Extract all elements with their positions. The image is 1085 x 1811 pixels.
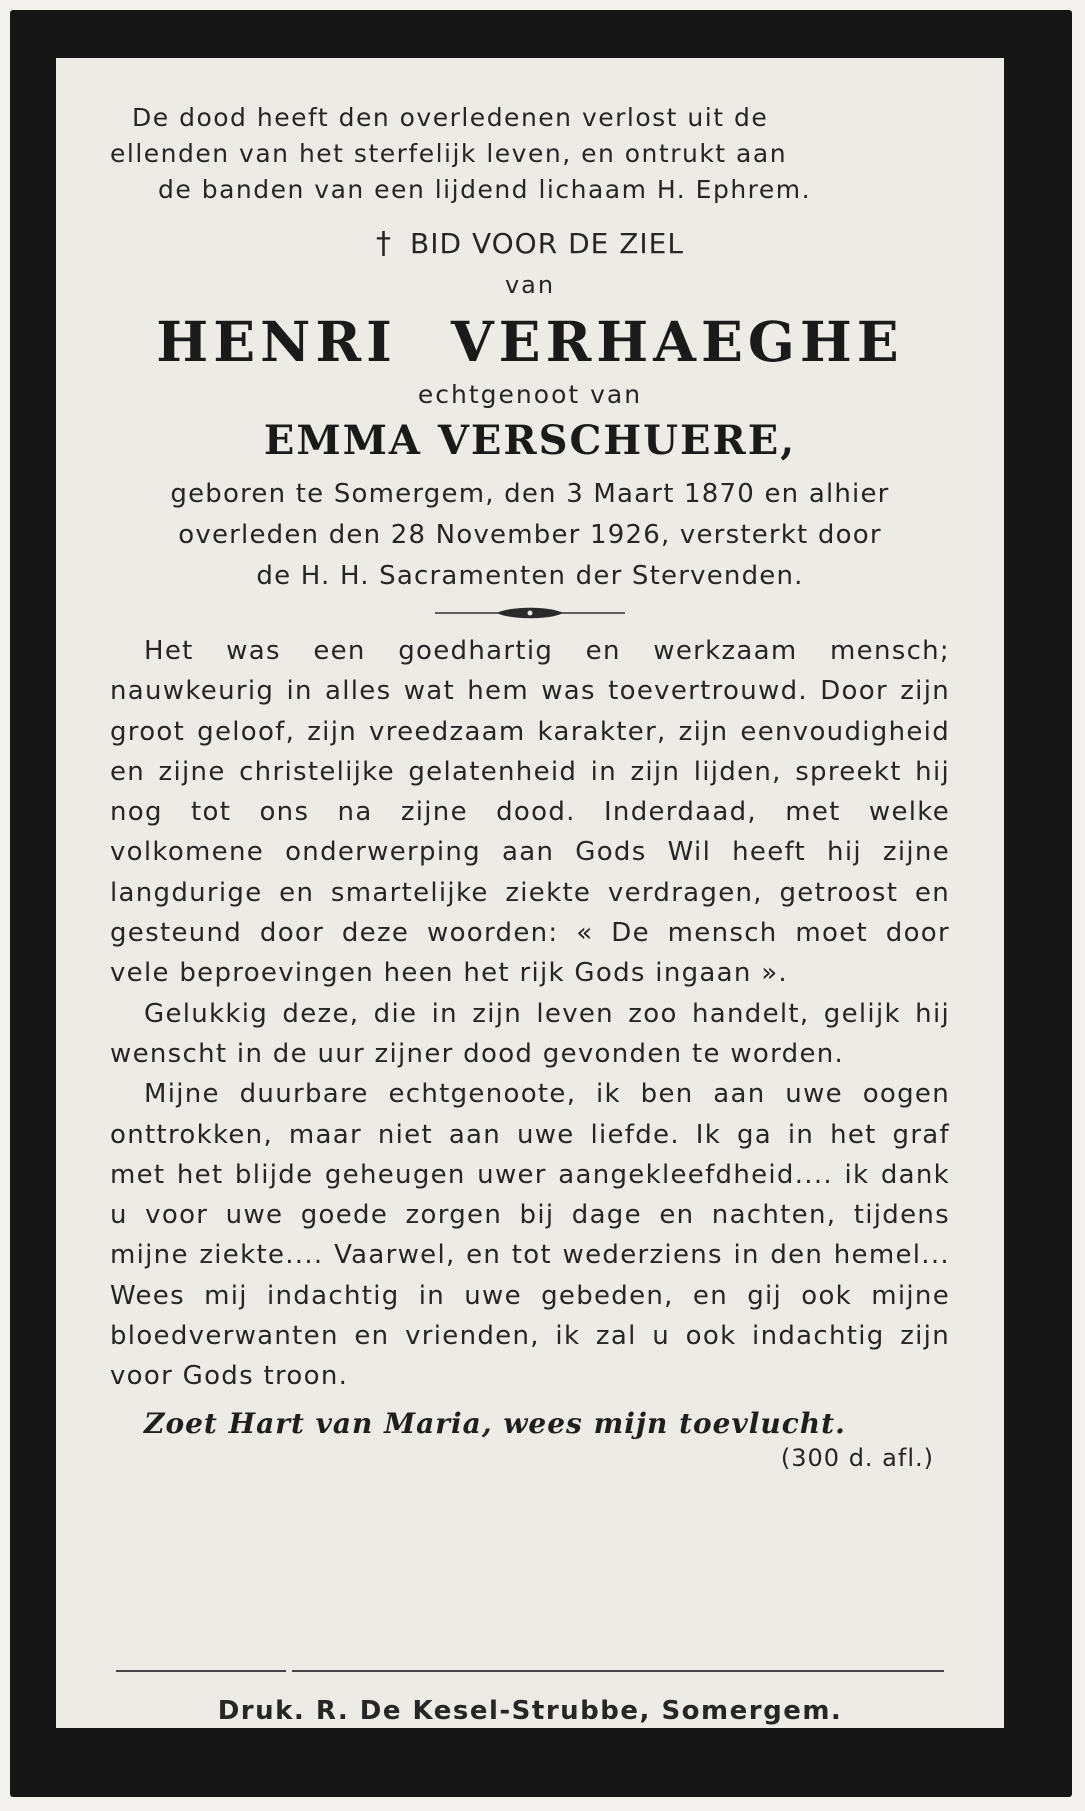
epigraph-line bbox=[110, 100, 950, 136]
black-mourning-border bbox=[10, 10, 1072, 1797]
spouse-intro: echtgenoot van bbox=[417, 380, 643, 409]
closing-prayer: Zoet Hart van Maria, wees mijn toevlucht. bbox=[144, 1406, 846, 1440]
epigraph bbox=[110, 100, 950, 208]
biography-text bbox=[110, 631, 950, 1397]
birth-line-1: geboren te Somergem, den 3 Maart 1870 en alhier bbox=[170, 479, 890, 509]
birth-line-3: de H. H. Sacramenten der Stervenden. bbox=[256, 561, 804, 591]
epigraph-line-3: de banden van een lijdend lichaam H. Ephrem. bbox=[158, 175, 812, 204]
epigraph-line bbox=[110, 136, 950, 172]
paragraph-2: Gelukkig deze, die in zijn leven zoo handelt, gelijk hij wenscht in de uur zijner dood gevonden te worden. bbox=[110, 998, 950, 1069]
paragraph-1: Het was een goedhartig en werkzaam mensch; nauwkeurig in alles wat hem was toevertrouwd. Door zijn groot geloof, zijn vreedzaam karakter, zijn eenvoudigheid en zijne christelijke gelatenheid in zijn lijden, spreekt hij nog tot ons na zijne dood. Inderdaad, met welke volkomene onderwerping aan Gods Wil heeft hij zijne langdurige en smartelijke ziekte verdragen, getroost en gesteund door deze woorden: « De mensch moet door vele beproevingen heen het rijk Gods ingaan ». bbox=[110, 636, 950, 989]
deceased-name: HENRI VERHAEGHE bbox=[156, 309, 904, 374]
cross-icon: † bbox=[376, 226, 393, 261]
spouse-name: EMMA VERSCHUERE, bbox=[263, 417, 797, 464]
pray-text: BID VOOR DE ZIEL bbox=[410, 227, 684, 260]
paragraph-3: Mijne duurbare echtgenoote, ik ben aan uwe oogen onttrokken, maar niet aan uwe liefde. Ik ga in het graf met het blijde geheugen uwer aangekleefdheid.... ik dank u voor uwe goede zorgen bij dage en nachten, tijdens mijne ziekte.... Vaarwel, en tot wederziens in den hemel... Wees mij indachtig in uwe gebeden, en gij ook mijne bloedverwanten en vrienden, ik zal u ook indachtig zijn voor Gods troon. bbox=[110, 1079, 950, 1392]
epigraph-line-2: ellenden van het sterfelijk leven, en ontrukt aan bbox=[110, 139, 788, 168]
card-content bbox=[110, 100, 950, 1472]
pray-line bbox=[110, 226, 950, 261]
printer-credit: Druk. R. De Kesel-Strubbe, Somergem. bbox=[217, 1696, 843, 1726]
birth-line-2: overleden den 28 November 1926, versterkt door bbox=[178, 520, 882, 550]
indulgence-note: (300 d. afl.) bbox=[780, 1443, 934, 1472]
epigraph-line bbox=[110, 172, 950, 208]
footer-divider bbox=[116, 1670, 944, 1672]
van-label: van bbox=[504, 271, 556, 299]
birth-death-details bbox=[110, 474, 950, 597]
epigraph-line-1: De dood heeft den overledenen verlost uit de bbox=[132, 103, 769, 132]
divider-ornament-icon bbox=[435, 605, 625, 621]
card-paper bbox=[56, 58, 1004, 1728]
